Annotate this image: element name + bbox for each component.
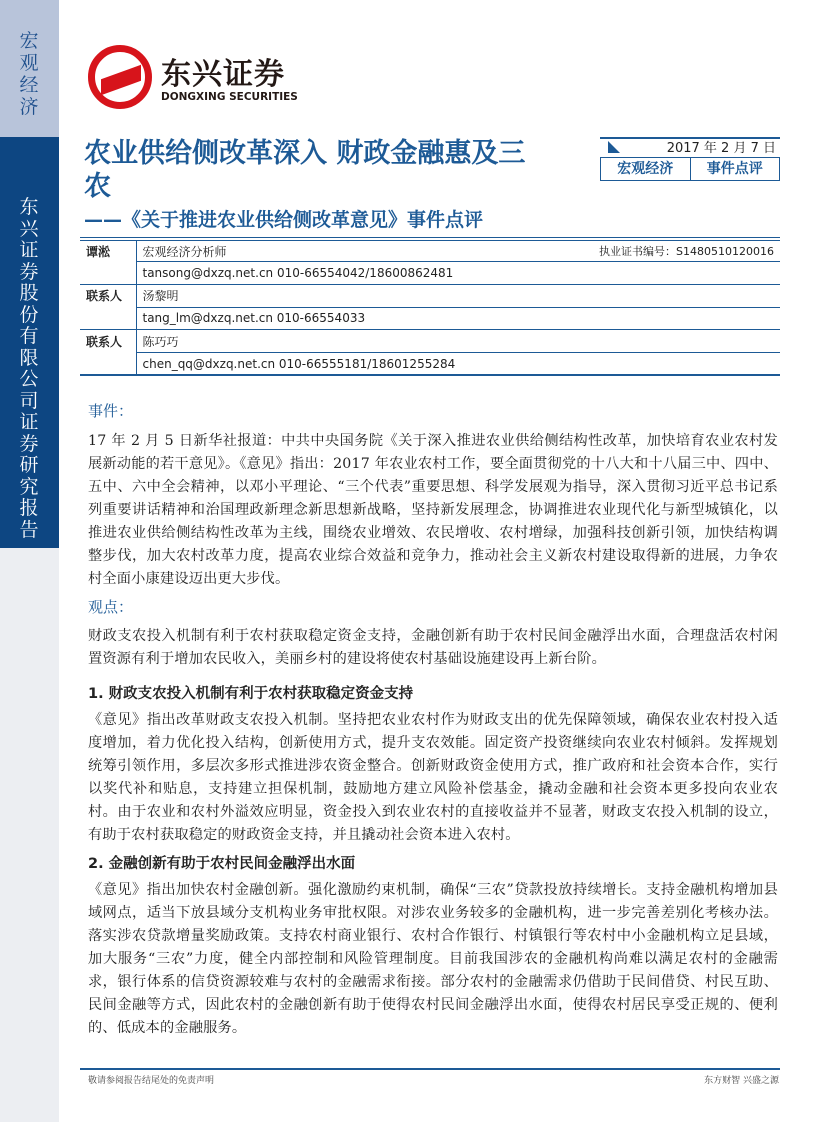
tag-category: 宏观经济	[601, 158, 691, 180]
analyst-cert: 执业证书编号：S1480510120016	[599, 244, 774, 258]
contact-info: tang_lm@dxzq.net.cn 010-66554033	[136, 307, 780, 330]
report-title: 农业供给侧改革深入 财政金融惠及三农	[84, 138, 526, 202]
logo-mark-icon	[88, 45, 152, 109]
date-box	[600, 137, 780, 181]
analyst-contact: tansong@dxzq.net.cn 010-66554042/18600862481	[136, 262, 780, 285]
report-subtitle: ——《关于推进农业供给侧改革意见》事件点评	[84, 209, 484, 231]
view-text: 财政支农投入机制有利于农村获取稳定资金支持，金融创新有助于农村民间金融浮出水面，合理盘活农村闲置资源有利于增加农民收入，美丽乡村的建设将使农村基础设施建设再上新台阶。	[88, 628, 778, 667]
footer-divider	[80, 1068, 780, 1070]
contact-info: chen_qq@dxzq.net.cn 010-66555181/18601255284	[136, 352, 780, 375]
report-date: 2017 年 2 月 7 日	[600, 137, 780, 157]
contact-label: 联系人	[80, 284, 136, 307]
event-heading: 事件：	[88, 402, 134, 420]
view-heading: 观点：	[88, 598, 134, 616]
sidebar-category	[0, 0, 59, 137]
sidebar-category-label: 宏观经济	[19, 30, 39, 118]
contact-name: 汤黎明	[136, 284, 780, 307]
sidebar-org	[0, 137, 59, 548]
sidebar-org-label: 东兴证券股份有限公司证券研究报告	[19, 196, 39, 541]
footer-slogan: 东方财智 兴盛之源	[704, 1076, 779, 1086]
sidebar-bottom	[0, 548, 59, 1122]
footer-disclaimer: 敬请参阅报告结尾处的免责声明	[88, 1076, 215, 1086]
logo-cn: 东兴证券	[161, 57, 285, 92]
analyst-table	[80, 237, 780, 376]
company-logo	[88, 45, 318, 115]
section-1-text: 《意见》指出改革财政支农投入机制。坚持把农业农村作为财政支出的优先保障领域，确保农业农村投入适度增加，着力优化投入结构，创新使用方式，提升支农效能。固定资产投资继续向农业农村倾斜。发挥规划统筹引领作用，多层次多形式推进涉农资金整合。创新财政资金使用方式，推广政府和社会资本合作，实行以奖代补和贴息，支持建立担保机制，鼓励地方建立风险补偿基金，撬动金融和社会资本更多投向农业农村。由于农业和农村外溢效应明显，资金投入到农业农村的直接收益并不显著，财政支农投入机制的设立，有助于农村获取稳定的财政资金支持，并且撬动社会资本进入农村。	[88, 712, 778, 843]
section-2-title: 2. 金融创新有助于农村民间金融浮出水面	[88, 856, 356, 872]
analyst-name: 谭淞	[80, 239, 136, 262]
tag-type: 事件点评	[706, 161, 763, 177]
section-1-title: 1. 财政支农投入机制有利于农村获取稳定资金支持	[88, 686, 414, 702]
event-text: 17 年 2 月 5 日新华社报道：中共中央国务院《关于深入推进农业供给侧结构性改革，加快培育农业农村发展新动能的若干意见》。《意见》指出：2017 年农业农村工作，要全面贯彻党的十八大和十八届三中、四中、五中、六中全会精神，以邓小平理论、“三个代表”重要思想、科学发展观为指导，深入贯彻习近平总书记系列重要讲话精神和治国理政新理念新思想新战略，坚持新发展理念，协调推进农业现代化与新型城镇化，以推进农业供给侧结构性改革为主线，围绕农业增效、农民增收、农村增绿，加强科技创新引领，加快结构调整步伐，加大农村改革力度，提高农业综合效益和竞争力，推动社会主义新农村建设取得新的进展，力争农村全面小康建设迈出更大步伐。	[88, 433, 778, 587]
section-2-text: 《意见》指出加快农村金融创新。强化激励约束机制，确保“三农”贷款投放持续增长。支持金融机构增加县域网点，适当下放县域分支机构业务审批权限。对涉农业务较多的金融机构，进一步完善差别化考核办法。落实涉农贷款增量奖励政策。支持农村商业银行、农村合作银行、村镇银行等农村中小金融机构立足县域，加大服务“三农”力度，健全内部控制和风险管理制度。目前我国涉农的金融机构尚难以满足农村的金融需求，银行体系的信贷资源较难与农村的金融需求衔接。部分农村的金融需求仍借助于民间借贷、村民互助、民间金融等方式，因此农村的金融创新有助于使得农村民间金融浮出水面，使得农村居民享受正规的、便利的、低成本的金融服务。	[88, 882, 778, 1036]
contact-label: 联系人	[80, 330, 136, 353]
contact-name: 陈巧巧	[136, 330, 780, 353]
analyst-title: 宏观经济分析师	[142, 244, 227, 259]
logo-en: DONGXING SECURITIES	[161, 91, 298, 103]
